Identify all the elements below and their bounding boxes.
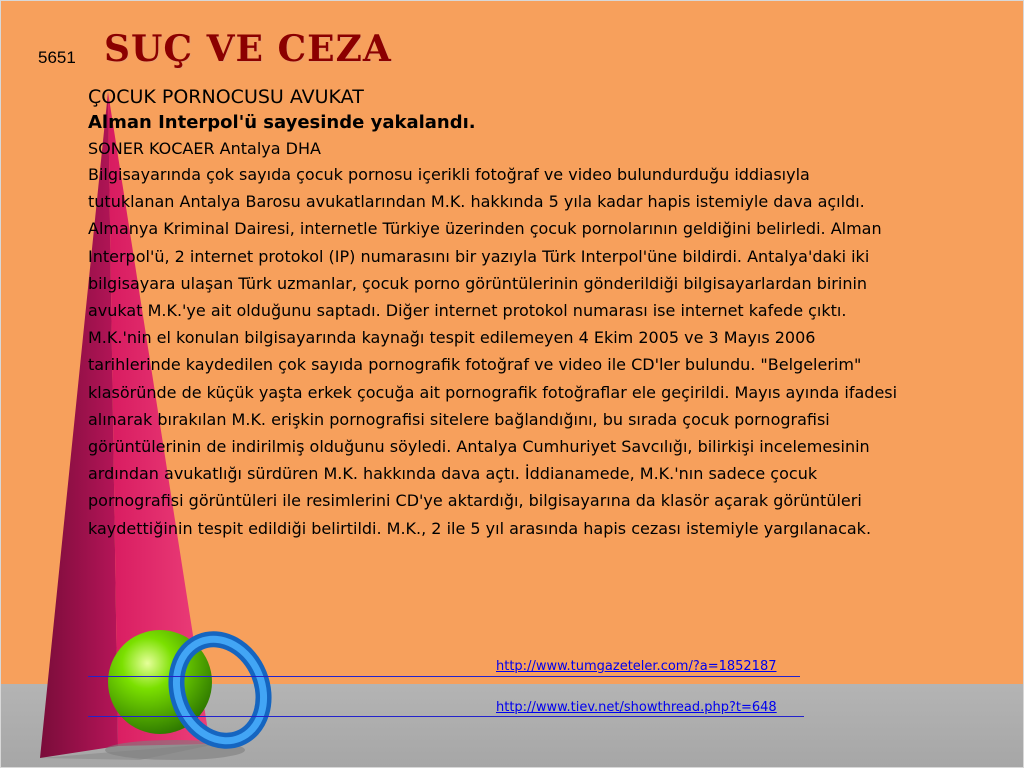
source-link-tumgazeteler[interactable]: http://www.tumgazeteler.com/?a=1852187 bbox=[496, 659, 777, 674]
source-link-tiev[interactable]: http://www.tiev.net/showthread.php?t=648 bbox=[496, 700, 777, 715]
slide-title: SUÇ VE CEZA bbox=[104, 28, 392, 70]
article bbox=[88, 84, 898, 542]
article-subheadline: Alman Interpol'ü sayesinde yakalandı. bbox=[88, 112, 476, 133]
article-paragraph-2: M.K.'nin el konulan bilgisayarında kaynağı tespit edilemeyen 4 Ekim 2005 ve 3 Mayıs 2006 tarihlerinde kaydedilen çok sayıda pornografik fotoğraf ve video ile CD'ler bulundu. "Belgelerim" klasöründe de küçük yaşta erkek çocuğa ait pornografik fotoğraflar ele geçirildi. Mayıs ayında ifadesi alınarak bırakılan M.K. erişkin pornografisi sitelere bağlandığını, bu sırada çocuk pornografisi görüntülerinin de indirilmiş olduğunu söyledi. Antalya Cumhuriyet Savcılığı, bilirkişi incelemesinin ardından avukatlığı sürdüren M.K. hakkında dava açtı. İddianamede, M.K.'nın sadece çocuk pornografisi görüntüleri ile resimlerini CD'ye aktardığı, bilgisayarına da klasör açarak görüntüleri kaydettiğinin tespit edildiği belirtildi. M.K., 2 ile 5 yıl arasında hapis cezası istemiyle yargılanacak. bbox=[88, 328, 898, 538]
link-underline-rule bbox=[88, 676, 800, 677]
link-underline-rule bbox=[88, 716, 804, 717]
slide-number: 5651 bbox=[38, 48, 76, 67]
article-headline: ÇOCUK PORNOCUSU AVUKAT bbox=[88, 86, 364, 108]
article-byline: SONER KOCAER Antalya DHA bbox=[88, 139, 321, 158]
article-paragraph-1: Bilgisayarında çok sayıda çocuk pornosu içerikli fotoğraf ve video bulundurduğu iddiasıyla tutuklanan Antalya Barosu avukatlarından M.K. hakkında 5 yıla kadar hapis istemiyle dava açıldı. Almanya Kriminal Dairesi, internetle Türkiye üzerinden çocuk pornolarının geldiğini belirledi. Alman Interpol'ü, 2 internet protokol (IP) numarasını bir yazıyla Türk Interpol'üne bildirdi. Antalya'daki iki bilgisayara ulaşan Türk uzmanlar, çocuk porno görüntülerinin gönderildiği bilgisayarlardan birinin avukat M.K.'ye ait olduğunu saptadı. Diğer internet protokol numarası ise internet kafede çıktı. bbox=[88, 165, 882, 321]
